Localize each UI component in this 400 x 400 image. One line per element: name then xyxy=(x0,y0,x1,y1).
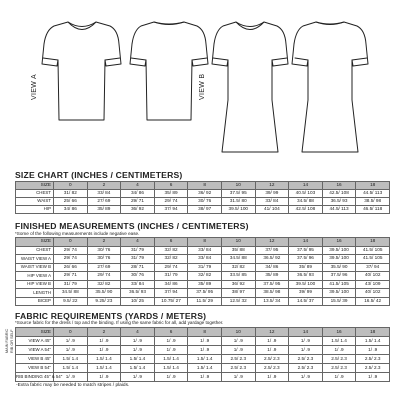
fabric-cell: 1/ .9 xyxy=(54,346,88,355)
view-a-front-tee-sketch xyxy=(42,22,121,120)
finished-measurements-table xyxy=(15,237,390,306)
size-header-row xyxy=(16,182,390,190)
fabric-cell: 1.5/ 1.4 xyxy=(356,337,390,346)
finished-cell: 43/ 109 xyxy=(356,280,390,289)
table-row xyxy=(16,255,390,264)
finished-cell: 29/ 74 xyxy=(54,255,88,264)
finished-size-header: 6 xyxy=(154,238,188,247)
size-chart-cell: 40.5/ 103 xyxy=(289,190,323,198)
table-row xyxy=(16,246,390,255)
fabric-size-header: 12 xyxy=(255,328,289,337)
finished-cell: 9.5/ 22 xyxy=(54,297,88,306)
finished-cell: 39.5/ 100 xyxy=(322,255,356,264)
fabric-row-label: RIB BINDING 45" & 54" xyxy=(16,373,54,382)
finished-cell: 37/ 94 xyxy=(356,263,390,272)
fabric-cell: 1/ .9 xyxy=(87,373,121,382)
finished-cell: 27/ 69 xyxy=(87,263,121,272)
size-chart-cell: 36/ 92 xyxy=(121,206,155,214)
finished-cell: 41.5/ 105 xyxy=(356,246,390,255)
size-chart-size-header: 4 xyxy=(121,182,155,190)
size-chart-cell: 29/ 74 xyxy=(154,198,188,206)
finished-size-header: 10 xyxy=(221,238,255,247)
table-row xyxy=(16,346,390,355)
fabric-cell: 1/ .9 xyxy=(154,373,188,382)
fabric-cell: 1/ .9 xyxy=(154,346,188,355)
fabric-requirements-table xyxy=(15,327,390,382)
finished-size-header: 14 xyxy=(289,238,323,247)
finished-row-label: WAIST VIEW B xyxy=(16,263,54,272)
table-row xyxy=(16,272,390,281)
fabric-group-label-rib: RIB OR SELF xyxy=(10,329,14,353)
fabric-cell: 1/ .9 xyxy=(255,346,289,355)
fabric-footnote: -Extra fabric may be needed to match stripes / plaids. xyxy=(16,383,130,388)
fabric-cell: 2.5/ 2.3 xyxy=(322,364,356,373)
view-b-label: VIEW B xyxy=(199,73,206,100)
size-chart-cell: 39/ 99 xyxy=(255,190,289,198)
fabric-cell: 1/ .9 xyxy=(255,337,289,346)
finished-cell: 39/ 99 xyxy=(289,289,323,298)
table-row xyxy=(16,263,390,272)
fabric-cell: 2.5/ 2.3 xyxy=(255,355,289,364)
size-chart-cell: 44.5/ 113 xyxy=(322,206,356,214)
fabric-size-header: 2 xyxy=(87,328,121,337)
size-chart-cell: 46.5/ 118 xyxy=(356,206,390,214)
finished-cell: 37.5/ 95 xyxy=(255,280,289,289)
fabric-cell: 1/ .9 xyxy=(188,373,222,382)
finished-size-header: 4 xyxy=(121,238,155,247)
finished-cell: 30/ 76 xyxy=(87,255,121,264)
finished-cell: 10.75/ 27 xyxy=(154,297,188,306)
size-chart-cell: 34.5/ 88 xyxy=(289,198,323,206)
fabric-cell: 1/ .9 xyxy=(289,373,323,382)
finished-size-header: 2 xyxy=(87,238,121,247)
table-row xyxy=(16,297,390,306)
finished-cell: 29/ 74 xyxy=(54,246,88,255)
size-chart-size-header: 14 xyxy=(289,182,323,190)
finished-cell: 34/ 86 xyxy=(154,280,188,289)
size-chart-cell: 34/ 86 xyxy=(54,206,88,214)
fabric-group-label-main: MAIN FABRIC xyxy=(5,328,9,353)
fabric-size-header: 6 xyxy=(154,328,188,337)
fabric-size-header: 18 xyxy=(356,328,390,337)
finished-cell: 33.5/ 85 xyxy=(221,272,255,281)
finished-cell: 10/ 25 xyxy=(121,297,155,306)
fabric-cell: 1/ .9 xyxy=(221,373,255,382)
fabric-cell: 1/ .9 xyxy=(322,346,356,355)
fabric-header-label: SIZE xyxy=(16,328,54,337)
fabric-cell: 1/ .9 xyxy=(322,373,356,382)
fabric-cell: 1/ .9 xyxy=(188,346,222,355)
finished-cell: 36.5/ 92 xyxy=(255,255,289,264)
finished-size-header: 18 xyxy=(356,238,390,247)
size-chart-row-label: WAIST xyxy=(16,198,54,206)
fabric-cell: 1.5/ 1.4 xyxy=(322,337,356,346)
table-row xyxy=(16,280,390,289)
finished-cell: 13.5/ 34 xyxy=(255,297,289,306)
size-chart-cell: 37.5/ 95 xyxy=(221,190,255,198)
size-chart-cell: 38.5/ 98 xyxy=(356,198,390,206)
size-chart-cell: 25/ 66 xyxy=(54,198,88,206)
finished-cell: 40/ 102 xyxy=(356,272,390,281)
view-b-front-dress-sketch xyxy=(212,22,288,152)
fabric-cell: 2.5/ 2.3 xyxy=(289,364,323,373)
fabric-cell: 1/ .9 xyxy=(121,373,155,382)
fabric-cell: 1.5/ 1.4 xyxy=(188,364,222,373)
finished-cell: 34/ 86 xyxy=(255,263,289,272)
finished-row-label: CHEST xyxy=(16,246,54,255)
finished-cell: 30/ 76 xyxy=(87,246,121,255)
fabric-header-row xyxy=(16,328,390,337)
fabric-requirements-note: *Source fabric for the dress / top and the binding. If using the same fabric for all, add yardage together. xyxy=(15,320,224,325)
size-chart-cell: 31/ 82 xyxy=(54,190,88,198)
finished-cell: 35/ 88 xyxy=(221,246,255,255)
finished-header-label: SIZE xyxy=(16,238,54,247)
fabric-size-header: 0 xyxy=(54,328,88,337)
finished-cell: 41.5/ 105 xyxy=(322,280,356,289)
fabric-cell: 1/ .9 xyxy=(154,337,188,346)
fabric-cell: 1.5/ 1.4 xyxy=(54,364,88,373)
fabric-size-header: 16 xyxy=(322,328,356,337)
fabric-cell: 1/ .9 xyxy=(54,337,88,346)
fabric-cell: 1.5/ 1.4 xyxy=(121,355,155,364)
fabric-cell: 2.5/ 2.3 xyxy=(356,355,390,364)
fabric-cell: 2.5/ 2.3 xyxy=(221,355,255,364)
finished-size-header: 12 xyxy=(255,238,289,247)
fabric-size-header: 14 xyxy=(289,328,323,337)
finished-cell: 36/ 92 xyxy=(221,280,255,289)
finished-cell: 32/ 82 xyxy=(221,263,255,272)
finished-cell: 33/ 84 xyxy=(121,280,155,289)
size-chart-cell: 33/ 84 xyxy=(255,198,289,206)
fabric-cell: 1/ .9 xyxy=(121,337,155,346)
finished-cell: 31/ 79 xyxy=(154,272,188,281)
fabric-row-label: VIEW B 54" xyxy=(16,364,54,373)
fabric-size-header: 4 xyxy=(121,328,155,337)
finished-row-label: HIP VIEW A xyxy=(16,272,54,281)
finished-cell: 30/ 76 xyxy=(121,272,155,281)
size-chart-title: SIZE CHART (INCHES / CENTIMETERS) xyxy=(15,170,183,180)
size-chart-cell: 38/ 97 xyxy=(188,206,222,214)
size-chart-size-header: 10 xyxy=(221,182,255,190)
finished-cell: 29/ 74 xyxy=(154,263,188,272)
fabric-cell: 1.5/ 1.4 xyxy=(188,355,222,364)
fabric-cell: 1.5/ 1.4 xyxy=(121,364,155,373)
size-chart-size-header: 8 xyxy=(188,182,222,190)
finished-cell: 37.5/ 95 xyxy=(188,289,222,298)
finished-cell: 39.5/ 100 xyxy=(322,289,356,298)
finished-cell: 31/ 79 xyxy=(121,246,155,255)
finished-measurements-title: FINISHED MEASUREMENTS (INCHES / CENTIMETERS) xyxy=(15,221,249,231)
fabric-row-label: VIEW A 45" xyxy=(16,337,54,346)
fabric-cell: 2.5/ 2.3 xyxy=(255,364,289,373)
fabric-cell: 1.5/ 1.4 xyxy=(87,355,121,364)
finished-cell: 35/ 89 xyxy=(255,272,289,281)
size-chart-cell: 30/ 76 xyxy=(188,198,222,206)
size-chart-size-header: 6 xyxy=(154,182,188,190)
finished-size-header: 16 xyxy=(322,238,356,247)
view-b-back-dress-sketch xyxy=(292,22,368,152)
fabric-cell: 1.5/ 1.4 xyxy=(154,355,188,364)
finished-header-row xyxy=(16,238,390,247)
fabric-cell: 1/ .9 xyxy=(356,373,390,382)
view-a-label: VIEW A xyxy=(31,74,38,100)
finished-cell: 35.5/ 90 xyxy=(87,289,121,298)
fabric-cell: 1/ .9 xyxy=(221,337,255,346)
fabric-cell: 2.5/ 2.3 xyxy=(356,364,390,373)
finished-cell: 32/ 82 xyxy=(154,246,188,255)
finished-row-label: WAIST VIEW A xyxy=(16,255,54,264)
finished-cell: 37.5/ 95 xyxy=(289,246,323,255)
fabric-cell: 2.5/ 2.3 xyxy=(289,355,323,364)
finished-cell: 37/ 95 xyxy=(255,246,289,255)
finished-cell: 33/ 84 xyxy=(188,255,222,264)
finished-cell: 32/ 82 xyxy=(87,280,121,289)
size-chart-row-label: HIP xyxy=(16,206,54,214)
finished-cell: 28/ 71 xyxy=(121,263,155,272)
finished-cell: 36.5/ 93 xyxy=(289,272,323,281)
size-chart-cell: 41/ 104 xyxy=(255,206,289,214)
size-chart-cell: 42.5/ 108 xyxy=(322,190,356,198)
finished-cell: 35.5/ 90 xyxy=(322,263,356,272)
finished-cell: 38.5/ 98 xyxy=(255,289,289,298)
size-chart-size-header: 0 xyxy=(54,182,88,190)
fabric-cell: 1/ .9 xyxy=(289,346,323,355)
finished-cell: 15.5/ 39 xyxy=(322,297,356,306)
table-row xyxy=(16,373,390,382)
finished-cell: 29/ 71 xyxy=(54,272,88,281)
finished-cell: 31/ 79 xyxy=(188,263,222,272)
size-chart-cell: 37/ 94 xyxy=(154,206,188,214)
fabric-cell: 1/ .9 xyxy=(188,337,222,346)
fabric-cell: 1/ .9 xyxy=(221,346,255,355)
finished-cell: 35/ 89 xyxy=(289,263,323,272)
table-row xyxy=(16,190,390,198)
fabric-cell: 1/ .9 xyxy=(255,373,289,382)
size-chart-cell: 42.5/ 108 xyxy=(289,206,323,214)
finished-cell: 34.5/ 88 xyxy=(221,255,255,264)
finished-cell: 35/ 89 xyxy=(188,280,222,289)
size-chart-cell: 27/ 69 xyxy=(87,198,121,206)
finished-cell: 41.5/ 105 xyxy=(356,255,390,264)
finished-cell: 39.5/ 100 xyxy=(289,280,323,289)
finished-cell: 33/ 84 xyxy=(188,246,222,255)
fabric-cell: 2.5/ 2.3 xyxy=(221,364,255,373)
size-chart-cell: 35/ 89 xyxy=(87,206,121,214)
finished-cell: 11.5/ 29 xyxy=(188,297,222,306)
fabric-size-header: 10 xyxy=(221,328,255,337)
size-chart-cell: 36/ 92 xyxy=(188,190,222,198)
finished-cell: 40/ 102 xyxy=(356,289,390,298)
size-chart-table xyxy=(15,181,390,214)
finished-row-label: HIP VIEW B xyxy=(16,280,54,289)
size-chart-size-header: 16 xyxy=(322,182,356,190)
size-header-label: SIZE xyxy=(16,182,54,190)
fabric-cell: 1/ .9 xyxy=(356,346,390,355)
table-row xyxy=(16,206,390,214)
finished-cell: 26/ 66 xyxy=(54,263,88,272)
finished-cell: 16.5/ 42 xyxy=(356,297,390,306)
fabric-size-header: 8 xyxy=(188,328,222,337)
finished-cell: 37.5/ 96 xyxy=(289,255,323,264)
finished-cell: 31/ 79 xyxy=(121,255,155,264)
fabric-row-label: VIEW A 54" xyxy=(16,346,54,355)
size-chart-cell: 34/ 86 xyxy=(121,190,155,198)
finished-row-label: LENGTH xyxy=(16,289,54,298)
garment-sketches xyxy=(0,0,400,168)
finished-cell: 38/ 97 xyxy=(221,289,255,298)
table-row xyxy=(16,198,390,206)
finished-cell: 34.5/ 88 xyxy=(54,289,88,298)
finished-row-label: BICEP xyxy=(16,297,54,306)
finished-cell: 9.25/ 23 xyxy=(87,297,121,306)
table-row xyxy=(16,337,390,346)
size-chart-size-header: 18 xyxy=(356,182,390,190)
finished-cell: 32/ 82 xyxy=(154,255,188,264)
fabric-cell: 2.5/ 2.3 xyxy=(322,355,356,364)
size-chart-cell: 33/ 84 xyxy=(87,190,121,198)
fabric-cell: 1/ .9 xyxy=(87,346,121,355)
finished-cell: 36.5/ 93 xyxy=(121,289,155,298)
size-chart-cell: 35/ 89 xyxy=(154,190,188,198)
fabric-cell: 1/ .9 xyxy=(121,346,155,355)
finished-cell: 37.5/ 96 xyxy=(322,272,356,281)
size-chart-cell: 39.5/ 100 xyxy=(221,206,255,214)
fabric-row-label: VIEW B 45" xyxy=(16,355,54,364)
fabric-cell: 1.5/ 1.4 xyxy=(154,364,188,373)
finished-cell: 37/ 94 xyxy=(154,289,188,298)
finished-cell: 14.5/ 37 xyxy=(289,297,323,306)
finished-cell: 29/ 74 xyxy=(87,272,121,281)
table-row xyxy=(16,364,390,373)
finished-measurements-note: *Some of the following measurements include negative ease. xyxy=(15,231,140,236)
finished-cell: 32/ 82 xyxy=(188,272,222,281)
size-chart-cell: 44.5/ 113 xyxy=(356,190,390,198)
size-chart-size-header: 12 xyxy=(255,182,289,190)
fabric-requirements-title: FABRIC REQUIREMENTS (YARDS / METERS) xyxy=(15,311,207,321)
finished-cell: 31/ 79 xyxy=(54,280,88,289)
fabric-cell: 1.5/ 1.4 xyxy=(54,355,88,364)
fabric-cell: 1/ .9 xyxy=(87,337,121,346)
fabric-cell: 1/ .9 xyxy=(289,337,323,346)
finished-size-header: 8 xyxy=(188,238,222,247)
size-chart-size-header: 2 xyxy=(87,182,121,190)
view-a-back-tee-sketch xyxy=(130,22,208,120)
table-row xyxy=(16,355,390,364)
size-chart-cell: 29/ 71 xyxy=(121,198,155,206)
fabric-cell: 1.5/ 1.4 xyxy=(87,364,121,373)
finished-size-header: 0 xyxy=(54,238,88,247)
size-chart-cell: 31.5/ 80 xyxy=(221,198,255,206)
size-chart-cell: 36.5/ 93 xyxy=(322,198,356,206)
finished-cell: 39.5/ 100 xyxy=(322,246,356,255)
fabric-cell: 1/ .9 xyxy=(54,373,88,382)
table-row xyxy=(16,289,390,298)
size-chart-row-label: CHEST xyxy=(16,190,54,198)
finished-cell: 12.5/ 32 xyxy=(221,297,255,306)
